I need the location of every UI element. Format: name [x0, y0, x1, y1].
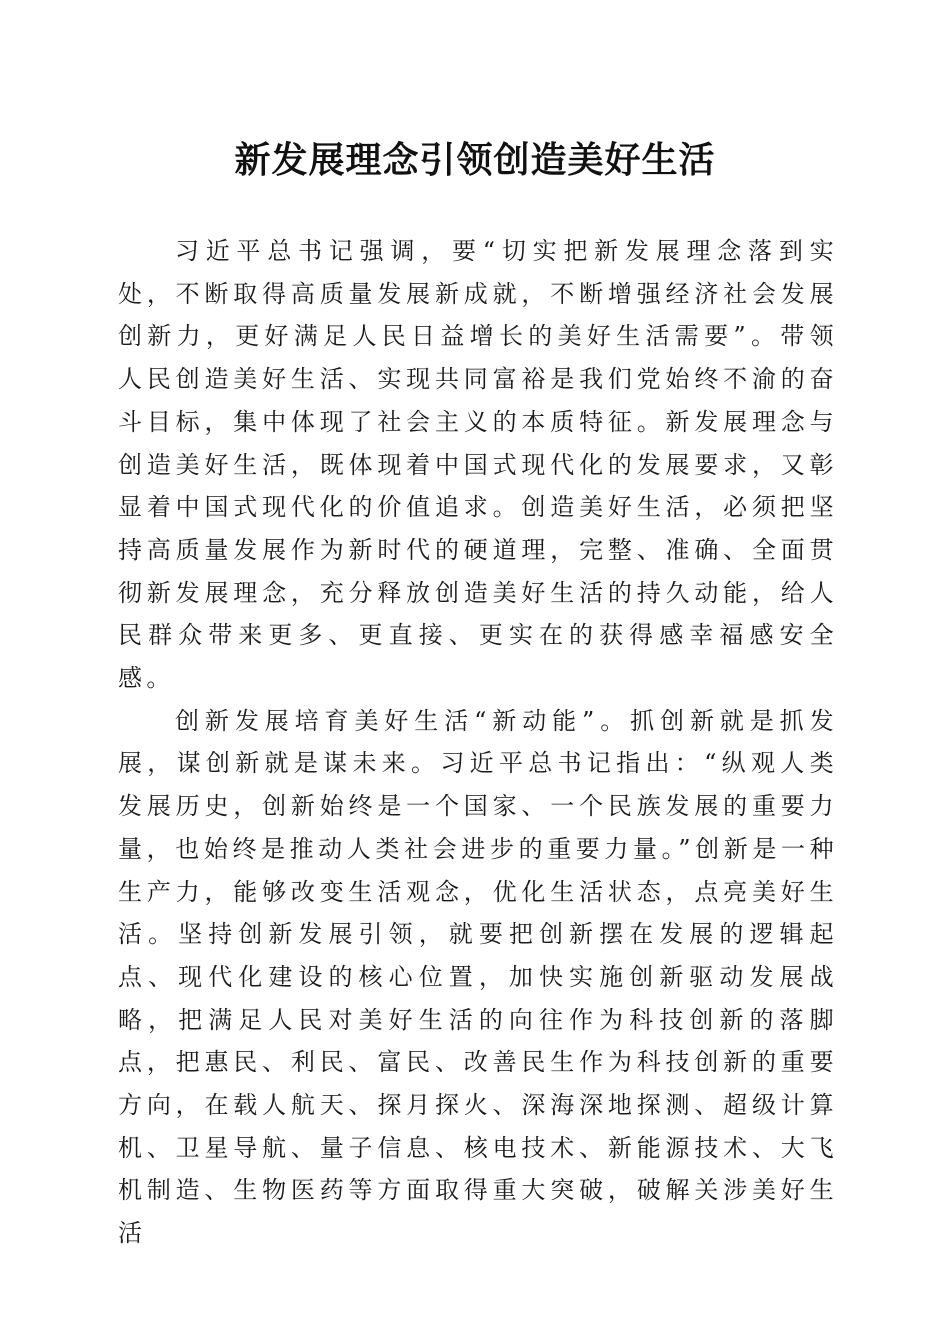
document-body — [118, 230, 838, 1255]
paragraph-1: 习近平总书记强调，要“切实把新发展理念落到实处，不断取得高质量发展新成就，不断增强经济社会发展创新力，更好满足人民日益增长的美好生活需要”。带领人民创造美好生活、实现共同富裕是我们党始终不渝的奋斗目标，集中体现了社会主义的本质特征。新发展理念与创造美好生活，既体现着中国式现代化的发展要求，又彰显着中国式现代化的价值追求。创造美好生活，必须把坚持高质量发展作为新时代的硬道理，完整、准确、全面贯彻新发展理念，充分释放创造美好生活的持久动能，给人民群众带来更多、更直接、更实在的获得感幸福感安全感。 — [118, 237, 838, 693]
paragraph-2: 创新发展培育美好生活“新动能”。抓创新就是抓发展，谋创新就是谋未来。习近平总书记指出：“纵观人类发展历史，创新始终是一个国家、一个民族发展的重要力量，也始终是推动人类社会进步的重要力量。”创新是一种生产力，能够改变生活观念，优化生活状态，点亮美好生活。坚持创新发展引领，就要把创新摆在发展的逻辑起点、现代化建设的核心位置，加快实施创新驱动发展战略，把满足人民对美好生活的向往作为科技创新的落脚点，把惠民、利民、富民、改善民生作为科技创新的重要方向，在载人航天、探月探火、深海深地探测、超级计算机、卫星导航、量子信息、核电技术、新能源技术、大飞机制造、生物医药等方面取得重大突破，破解关涉美好生活 — [118, 706, 838, 1248]
document-title: 新发展理念引领创造美好生活 — [234, 139, 716, 181]
